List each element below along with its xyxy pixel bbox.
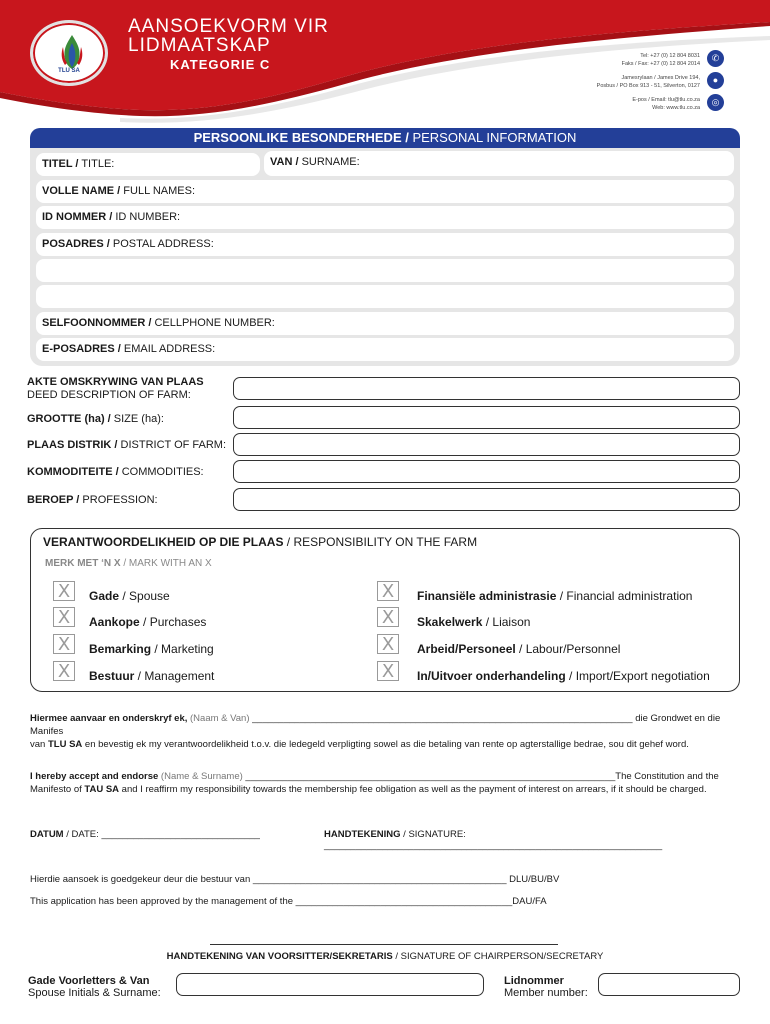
commodities-label-bold: KOMMODITEITE /: [27, 466, 119, 478]
approval-en-text: This application has been approved by the management of the: [30, 896, 296, 907]
fullname-label-light: FULL NAMES:: [120, 185, 196, 197]
responsibility-panel: [30, 528, 740, 692]
option-bold: Bemarking: [89, 642, 152, 656]
contact-phone-line: Tel: +27 (0) 12 804 8031: [640, 53, 700, 59]
form-title-line1: AANSOEKVORM VIR: [128, 16, 329, 37]
marketing-checkbox[interactable]: X: [53, 634, 75, 654]
commodities-input[interactable]: [233, 460, 740, 483]
management-checkbox[interactable]: X: [53, 661, 75, 681]
af-grey: (Naam & Van): [187, 713, 253, 724]
profession-label-light: PROFESSION:: [79, 494, 158, 506]
responsibility-title-light: / RESPONSIBILITY ON THE FARM: [283, 535, 478, 549]
email-label-light: EMAIL ADDRESS:: [120, 343, 216, 355]
en-name-line[interactable]: ______________________________________________________________________: [245, 771, 616, 782]
title-label-light: TITLE:: [78, 158, 115, 170]
af-rest1: die Grondwet en die Manifes: [30, 713, 721, 737]
member-label-light: Member number:: [504, 987, 588, 999]
email-field[interactable]: [36, 338, 734, 361]
declaration-afrikaans: [30, 712, 750, 751]
spouse-label: [28, 975, 161, 999]
date-underline: ______________________________: [101, 829, 260, 840]
spouse-input[interactable]: [176, 973, 484, 996]
flame-icon: [55, 33, 89, 71]
responsibility-instruction: [45, 558, 212, 569]
af-bold: Hiermee aanvaar en onderskryf ek,: [30, 713, 188, 724]
option-light: / Spouse: [119, 589, 170, 603]
option-light: / Labour/Personnel: [515, 642, 621, 656]
spouse-label-bold: Gade Voorletters & Van: [28, 975, 150, 987]
purchases-option: [89, 615, 206, 629]
cell-label-bold: SELFOONNOMMER /: [42, 317, 152, 329]
phone-icon: ✆: [707, 50, 724, 67]
profession-input[interactable]: [233, 488, 740, 511]
option-bold: Arbeid/Personeel: [417, 642, 516, 656]
personal-info-heading: [30, 128, 740, 148]
surname-label-light: SURNAME:: [298, 156, 360, 168]
title-field[interactable]: [36, 153, 260, 176]
chair-caption-bold: HANDTEKENING VAN VOORSITTER/SEKRETARIS: [166, 951, 393, 962]
personal-info-panel: [30, 148, 740, 366]
size-input[interactable]: [233, 406, 740, 429]
email-label-bold: E-POSADRES /: [42, 343, 121, 355]
contact-address-line1: Jamesrylaan / James Drive 194,: [621, 75, 700, 81]
district-label-light: DISTRICT OF FARM:: [117, 439, 227, 451]
af-rest2: en bevestig ek my verantwoordelikheid t.o.v. die ledegeld verpligting sowel as die betaling van rente op agterstallige bedrae, sou dit gehef word.: [82, 739, 689, 750]
size-label-light: SIZE (ha):: [110, 413, 164, 425]
surname-label-bold: VAN /: [270, 156, 299, 168]
member-number-label: [504, 975, 588, 999]
district-label-bold: PLAAS DISTRIK /: [27, 439, 118, 451]
en-manifesto: Manifesto of: [30, 784, 85, 795]
option-bold: Gade: [89, 589, 120, 603]
liaison-checkbox[interactable]: X: [377, 607, 399, 627]
financial-admin-checkbox[interactable]: X: [377, 581, 399, 601]
postal-address-field[interactable]: [36, 233, 734, 256]
instruction-bold: MERK MET ‘N X: [45, 558, 121, 569]
signature-line[interactable]: [324, 829, 770, 851]
postal-label-bold: POSADRES /: [42, 238, 110, 250]
deed-label-light: DEED DESCRIPTION OF FARM:: [27, 389, 191, 401]
id-label-bold: ID NOMMER /: [42, 211, 113, 223]
location-icon: ●: [707, 72, 724, 89]
en-grey: (Name & Surname): [158, 771, 246, 782]
form-category: KATEGORIE C: [170, 57, 271, 72]
form-title-line2: LIDMAATSKAP: [128, 35, 271, 56]
en-rest2: and I reaffirm my responsibility towards the membership fee obligation as well as the payment of interest on arrears, if it should be charged.: [119, 784, 707, 795]
signature-underline: ________________________________________________________________: [324, 840, 663, 851]
heading-light: PERSONAL INFORMATION: [408, 130, 577, 145]
chair-signature-line[interactable]: [210, 944, 558, 945]
labour-option: [417, 642, 620, 656]
date-line[interactable]: [30, 829, 260, 840]
spouse-checkbox[interactable]: X: [53, 581, 75, 601]
instruction-light: / MARK WITH AN X: [120, 558, 212, 569]
cell-label-light: CELLPHONE NUMBER:: [151, 317, 275, 329]
option-light: / Liaison: [482, 615, 531, 629]
deed-label-bold: AKTE OMSKRYWING VAN PLAAS: [27, 376, 204, 388]
financial-admin-option: [417, 589, 692, 603]
approval-af-line[interactable]: ________________________________________________: [252, 874, 507, 885]
approval-en-suffix: DAU/FA: [512, 896, 547, 907]
import-export-checkbox[interactable]: X: [377, 661, 399, 681]
contact-web-line: Web: www.tlu.co.za: [652, 105, 700, 111]
import-export-option: [417, 669, 710, 683]
option-bold: Finansiële administrasie: [417, 589, 557, 603]
responsibility-title-bold: VERANTWOORDELIKHEID OP DIE PLAAS: [43, 535, 284, 549]
commodities-label-light: COMMODITIES:: [118, 466, 204, 478]
af-tlusa: TLU SA: [47, 739, 83, 750]
en-rest1: The Constitution and the: [615, 771, 719, 782]
approval-af-suffix: DLU/BU/BV: [506, 874, 560, 885]
member-label-bold: Lidnommer: [504, 975, 564, 987]
responsibility-title: [43, 535, 477, 549]
spouse-option: [89, 589, 170, 603]
labour-checkbox[interactable]: X: [377, 634, 399, 654]
heading-bold: PERSOONLIKE BESONDERHEDE /: [193, 130, 409, 145]
approval-en-line[interactable]: _________________________________________: [295, 896, 513, 907]
chair-signature-caption: [0, 951, 770, 962]
postal-label-light: POSTAL ADDRESS:: [109, 238, 214, 250]
commodities-label: [27, 466, 204, 479]
date-label-light: / DATE:: [63, 829, 102, 840]
id-label-light: ID NUMBER:: [112, 211, 181, 223]
contact-fax-line: Faks / Fax: +27 (0) 12 804 2014: [621, 61, 700, 67]
size-label-bold: GROOTTE (ha) /: [27, 413, 111, 425]
af-van: van: [30, 739, 48, 750]
profession-label: [27, 494, 158, 507]
approval-afrikaans: [30, 874, 559, 885]
contact-email-line: E-pos / Email: tlu@tlu.co.za: [632, 97, 700, 103]
signature-label-light: / SIGNATURE:: [400, 829, 466, 840]
marketing-option: [89, 642, 214, 656]
fullname-field[interactable]: [36, 180, 734, 203]
fullname-label-bold: VOLLE NAME /: [42, 185, 121, 197]
id-number-field[interactable]: [36, 206, 734, 229]
af-name-line[interactable]: ________________________________________________________________________: [252, 713, 633, 724]
en-tausa: TAU SA: [84, 784, 120, 795]
district-label: [27, 439, 226, 452]
deed-input[interactable]: [233, 377, 740, 400]
contact-address: [597, 74, 700, 90]
postal-address-line3[interactable]: [36, 285, 734, 308]
option-light: / Financial administration: [556, 589, 693, 603]
chair-caption-light: / SIGNATURE OF CHAIRPERSON/SECRETARY: [392, 951, 604, 962]
approval-english: [30, 896, 547, 907]
profession-label-bold: BEROEP /: [27, 494, 80, 506]
title-label-bold: TITEL /: [42, 158, 79, 170]
district-input[interactable]: [233, 433, 740, 456]
spouse-label-light: Spouse Initials & Surname:: [28, 987, 161, 999]
liaison-option: [417, 615, 530, 629]
postal-address-line2[interactable]: [36, 259, 734, 282]
management-option: [89, 669, 214, 683]
option-bold: Aankope: [89, 615, 140, 629]
option-light: / Purchases: [139, 615, 207, 629]
option-light: / Management: [134, 669, 215, 683]
globe-icon: ◎: [707, 94, 724, 111]
surname-field[interactable]: [264, 151, 734, 176]
contact-phone: [622, 52, 700, 68]
option-bold: In/Uitvoer onderhandeling: [417, 669, 566, 683]
option-bold: Skakelwerk: [417, 615, 483, 629]
date-label-bold: DATUM: [30, 829, 64, 840]
purchases-checkbox[interactable]: X: [53, 607, 75, 627]
logo-text: TLU SA: [58, 68, 80, 74]
signature-label-bold: HANDTEKENING: [324, 829, 401, 840]
cellphone-field[interactable]: [36, 312, 734, 335]
declaration-english: [30, 770, 750, 796]
contact-web: [632, 96, 700, 112]
tlu-sa-logo: [30, 20, 108, 86]
option-light: / Marketing: [151, 642, 214, 656]
option-light: / Import/Export negotiation: [565, 669, 710, 683]
deed-label: [27, 376, 204, 402]
member-number-input[interactable]: [598, 973, 740, 996]
option-bold: Bestuur: [89, 669, 135, 683]
approval-af-text: Hierdie aansoek is goedgekeur deur die bestuur van: [30, 874, 253, 885]
size-label: [27, 413, 164, 426]
en-bold: I hereby accept and endorse: [30, 771, 159, 782]
contact-address-line2: Posbus / PO Box 913 - 51, Silverton, 0127: [596, 83, 700, 89]
